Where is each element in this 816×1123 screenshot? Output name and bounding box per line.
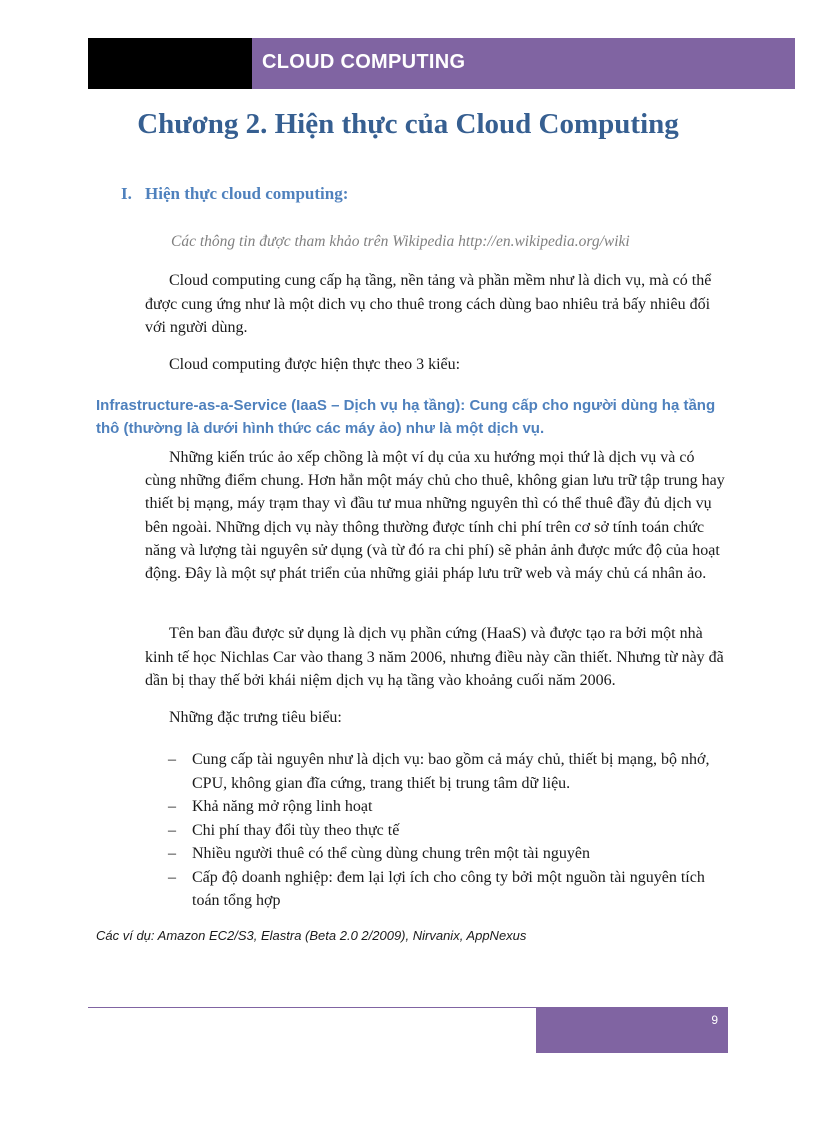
header-banner bbox=[252, 38, 795, 89]
list-item bbox=[168, 795, 728, 819]
examples-line: Các ví dụ: Amazon EC2/S3, Elastra (Beta 2.0 2/2009), Nirvanix, AppNexus bbox=[96, 928, 527, 943]
iaas-paragraph-2: Tên ban đầu được sử dụng là dịch vụ phần cứng (HaaS) và được tạo ra bởi một nhà kinh tế học Nichlas Car vào thang 3 năm 2006, nhưng điều này cần thiết. Nhưng từ này đã dần bị thay thế bởi khái niệm dịch vụ hạ tầng vào khoảng cuối năm 2006. bbox=[145, 625, 724, 689]
iaas-heading: Infrastructure-as-a-Service (IaaS – Dịch vụ hạ tầng): Cung cấp cho người dùng hạ tầng thô (thường là dưới hình thức các máy ảo) như là một dịch vụ. bbox=[96, 397, 716, 437]
list-item bbox=[168, 842, 728, 866]
features-intro: Những đặc trưng tiêu biểu: bbox=[169, 709, 342, 726]
bullet-dash: – bbox=[168, 845, 176, 862]
chapter-title: Chương 2. Hiện thực của Cloud Computing bbox=[137, 108, 679, 140]
page-number: 9 bbox=[711, 1013, 718, 1027]
list-item-text: Nhiều người thuê có thể cùng dùng chung trên một tài nguyên bbox=[192, 845, 590, 862]
source-note: Các thông tin được tham khảo trên Wikipedia http://en.wikipedia.org/wiki bbox=[171, 233, 630, 250]
list-item bbox=[168, 819, 728, 843]
list-item-text: Chi phí thay đổi tùy theo thực tế bbox=[192, 821, 400, 839]
section-heading-text: Hiện thực cloud computing: bbox=[145, 184, 349, 203]
footer-page-box bbox=[536, 1008, 728, 1053]
list-item bbox=[168, 748, 728, 795]
header-black-block bbox=[88, 38, 252, 89]
bullet-dash: – bbox=[168, 798, 176, 815]
header-title: CLOUD COMPUTING bbox=[262, 51, 466, 73]
section-number: I. bbox=[121, 184, 132, 203]
features-list bbox=[168, 748, 728, 913]
bullet-dash: – bbox=[168, 821, 176, 839]
list-item bbox=[168, 866, 728, 913]
intro-paragraph: Cloud computing cung cấp hạ tầng, nền tảng và phần mềm như là dich vụ, mà có thể được cung ứng như là một dich vụ cho thuê trong cách dùng bao nhiêu trả bấy nhiêu đối với người dùng. bbox=[145, 272, 712, 336]
iaas-paragraph-1: Những kiến trúc ảo xếp chồng là một ví dụ của xu hướng mọi thứ là dịch vụ và có cùng những điểm chung. Hơn hẳn một máy chủ cho thuê, không gian lưu trữ tập trung hay thiết bị mạng, máy trạm thay vì đầu tư mua những nguyên thì có thể thuê đầy đủ dịch vụ bên ngoài. Những dịch vụ này thông thường được tính chi phí trên cơ sở tính toán chức năng và lượng tài nguyên sử dụng (và từ đó ra chi phí) sẽ phản ảnh được mức độ của hoạt động. Đây là một sự phát triển của những giải pháp lưu trữ web và máy chủ cá nhân ảo. bbox=[145, 449, 725, 583]
bullet-dash: – bbox=[168, 751, 176, 768]
bullet-dash: – bbox=[168, 868, 176, 886]
types-intro-paragraph: Cloud computing được hiện thực theo 3 kiểu: bbox=[169, 356, 461, 373]
list-item-text: Cung cấp tài nguyên như là dịch vụ: bao gồm cả máy chủ, thiết bị mạng, bộ nhớ, CPU, không gian đĩa cứng, trang thiết bị trung tâm dữ liệu. bbox=[192, 751, 710, 792]
section-heading bbox=[121, 184, 348, 204]
list-item-text: Cấp độ doanh nghiệp: đem lại lợi ích cho công ty bởi một nguồn tài nguyên tích toán tổng hợp bbox=[192, 868, 705, 909]
list-item-text: Khả năng mở rộng linh hoạt bbox=[192, 798, 373, 815]
